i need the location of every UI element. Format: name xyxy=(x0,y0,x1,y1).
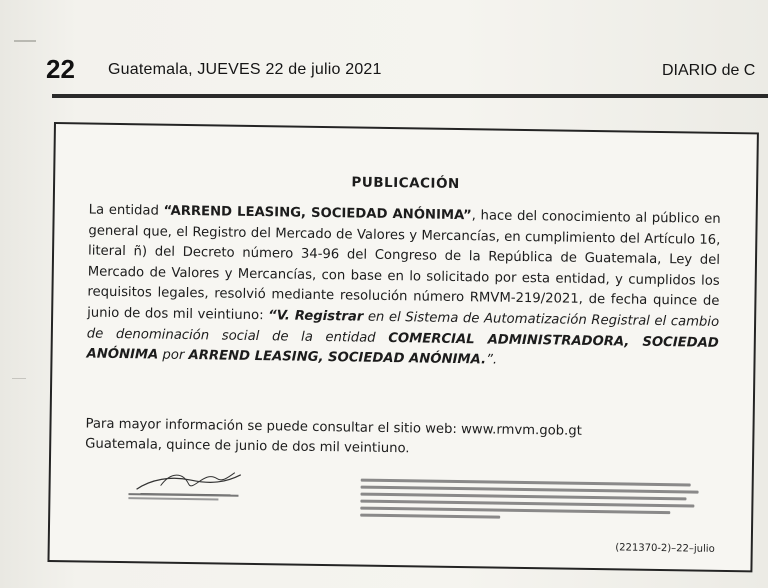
publication-notice xyxy=(47,122,758,572)
header-divider xyxy=(52,94,768,98)
publication-reference: (221370-2)–22–julio xyxy=(615,542,715,555)
notice-title: PUBLICACIÓN xyxy=(351,174,460,193)
scan-mark xyxy=(12,378,26,379)
scan-mark xyxy=(14,40,36,42)
page-number: 22 xyxy=(46,54,75,84)
intro-text: La entidad xyxy=(88,202,164,219)
closing-quote: ”. xyxy=(485,352,498,368)
old-entity-name: COMERCIAL ADMINISTRADORA, SOCIEDAD ANÓNIMA xyxy=(86,330,719,363)
contact-line: Para mayor información se puede consultar el sitio web: www.rmvm.gob.gt xyxy=(85,416,582,439)
resolution-text: en el Sistema de Automatización Registral el cambio de denominación social de la entidad xyxy=(86,309,720,346)
newspaper-name: DIARIO de C xyxy=(662,62,756,79)
place-date: Guatemala, quince de junio de dos mil veintiuno. xyxy=(85,436,410,457)
authentication-fine-print xyxy=(360,479,701,526)
dateline: Guatemala, JUEVES 22 de julio 2021 xyxy=(108,61,382,78)
por-text: por xyxy=(158,347,189,364)
new-entity-name: ARREND LEASING, SOCIEDAD ANÓNIMA. xyxy=(188,348,487,368)
entity-name: “ARREND LEASING, SOCIEDAD ANÓNIMA” xyxy=(163,203,472,224)
resolution-label: “V. Registrar xyxy=(268,308,364,325)
body-text: , hace del conocimiento al público en general que, el Registro del Mercado de Valores y Mercancías, en cumplimiento del Artículo 16, literal ñ) del Decreto número 34-96 del Congreso de la República de Guatemala, Ley del Mercado de Valores y Mercancías, con base en lo solicitado por esta entidad, y cumplidos los requisitos legales, resolvió mediante resolución número RMVM-219/2021, de fecha quince de junio de dos mil veintiuno: xyxy=(87,208,721,324)
contact-block xyxy=(85,415,726,464)
notice-body xyxy=(86,201,720,375)
page-header xyxy=(46,54,768,88)
